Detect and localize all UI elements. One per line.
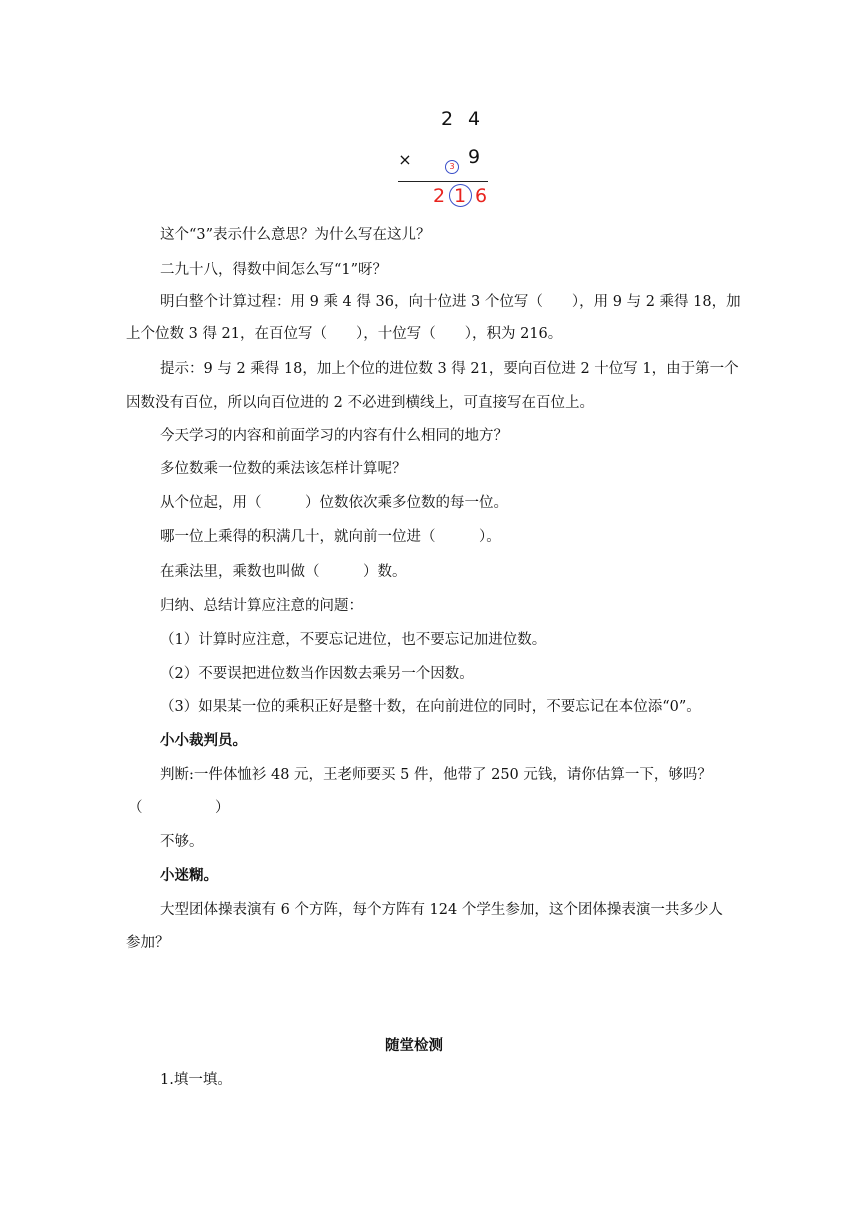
multiplier-digit: 9 [467, 146, 481, 168]
process-explanation-line2: 上个位数 3 得 21，在百位写（ ），十位写（ ），积为 216。 [126, 326, 563, 342]
multiplicand-tens-digit: 2 [440, 108, 454, 130]
rule-fill-1: 从个位起，用（ ）位数依次乘多位数的每一位。 [160, 495, 508, 511]
summary-heading: 归纳、总结计算应注意的问题： [160, 598, 363, 614]
compare-question: 今天学习的内容和前面学习的内容有什么相同的地方？ [160, 428, 508, 444]
hint-line2: 因数没有百位，所以向百位进的 2 不必进到横线上，可直接写在百位上。 [126, 395, 594, 411]
note-2: （2）不要误把进位数当作因数去乘另一个因数。 [160, 666, 474, 682]
rule-fill-3: 在乘法里，乘数也叫做（ ）数。 [160, 564, 407, 580]
product-hundreds-digit: 2 [432, 185, 446, 207]
puzzle-question-line2: 参加？ [126, 935, 170, 951]
section-judge-heading: 小小裁判员。 [160, 732, 247, 749]
multiply-sign: × [398, 150, 412, 169]
multiplicand-ones-digit: 4 [467, 108, 481, 130]
note-3: （3）如果某一位的乘积正好是整十数，在向前进位的同时，不要忘记在本位添“0”。 [160, 699, 701, 715]
judge-answer: 不够。 [160, 834, 204, 850]
quiz-item-1: 1.填一填。 [160, 1072, 232, 1088]
hint-line1: 提示：9 与 2 乘得 18，加上个位的进位数 3 得 21，要向百位进 2 十位写 1，由于第一个 [160, 361, 739, 377]
note-1: （1）计算时应注意，不要忘记进位，也不要忘记加进位数。 [160, 632, 547, 648]
rule-fill-2: 哪一位上乘得的积满几十，就向前一位进（ ）。 [160, 529, 501, 545]
process-explanation-line1: 明白整个计算过程：用 9 乘 4 得 36，向十位进 3 个位写（ ），用 9 与 2 乘得 18，加 [160, 294, 741, 310]
product-tens-digit: 1 [453, 185, 467, 207]
quiz-section-title: 随堂检测 [385, 1037, 443, 1054]
question-carry-meaning: 这个“3”表示什么意思？为什么写在这儿？ [160, 227, 431, 243]
question-middle-digit: 二九十八，得数中间怎么写“1”呀？ [160, 262, 388, 278]
judge-answer-blank: （ ） [128, 800, 230, 816]
product-ones-digit: 6 [474, 185, 488, 207]
answer-rule [398, 181, 488, 182]
puzzle-question-line1: 大型团体操表演有 6 个方阵，每个方阵有 124 个学生参加，这个团体操表演一共多少人 [160, 902, 723, 918]
carry-digit: 3 [445, 160, 459, 174]
vertical-multiplication [392, 104, 492, 210]
judge-question: 判断:一件体恤衫 48 元，王老师要买 5 件，他带了 250 元钱，请你估算一下，够吗？ [160, 767, 712, 783]
method-question: 多位数乘一位数的乘法该怎样计算呢？ [160, 461, 407, 477]
section-puzzle-heading: 小迷糊。 [160, 867, 218, 884]
